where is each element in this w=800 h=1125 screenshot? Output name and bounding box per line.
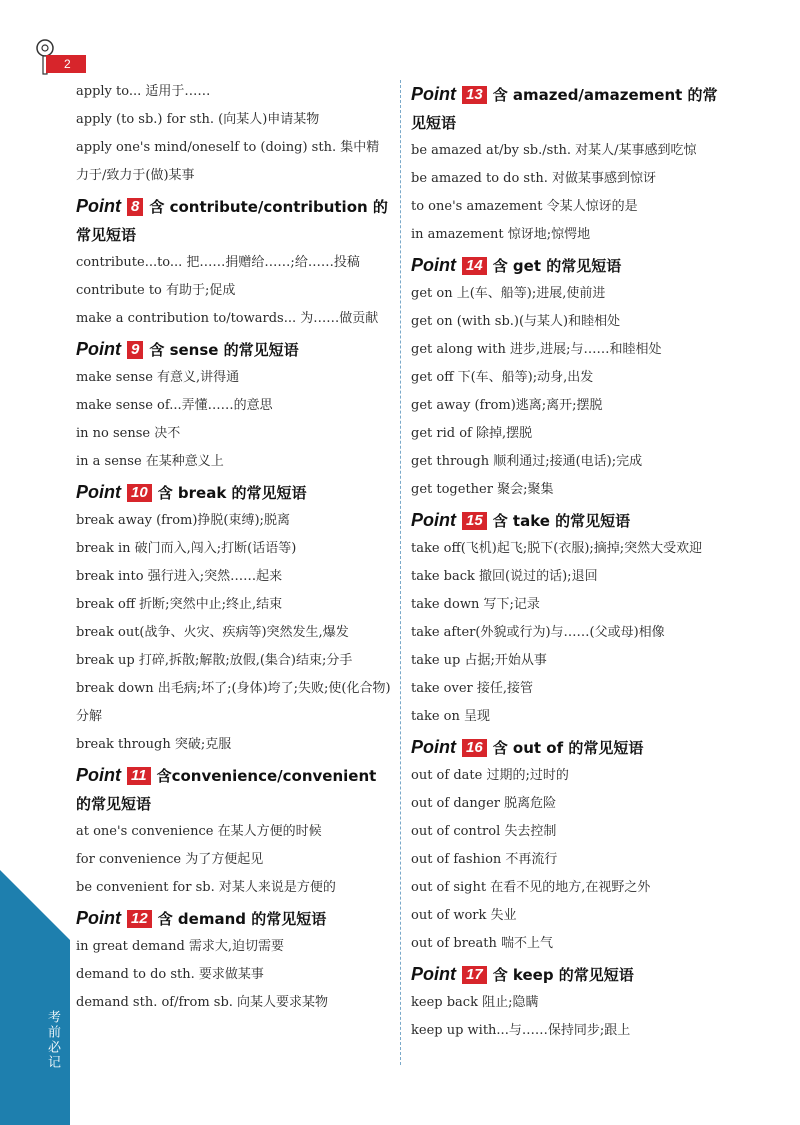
phrase-line: get rid of 除掉,摆脱 — [411, 426, 533, 441]
phrase-line: make sense 有意义,讲得通 — [76, 370, 240, 385]
point-title: 含convenience/convenient 的常见短语 — [76, 767, 377, 813]
phrase-line: contribute to 有助于;促成 — [76, 283, 236, 298]
point-number: 17 — [462, 966, 487, 984]
point-number: 8 — [127, 198, 143, 216]
point-number: 15 — [462, 512, 487, 530]
phrase-line: take up 占据;开始从事 — [411, 653, 547, 668]
phrase-line: make sense of...弄懂……的意思 — [76, 398, 273, 413]
phrase-line: be amazed to do sth. 对做某事感到惊讶 — [411, 171, 656, 186]
point-heading — [76, 761, 392, 818]
phrase-line: for convenience 为了方便起见 — [76, 852, 264, 867]
left-column — [76, 78, 392, 1017]
phrase-line: in amazement 惊讶地;惊愕地 — [411, 227, 591, 242]
point-word: Point — [76, 765, 121, 785]
phrase-line: out of fashion 不再流行 — [411, 852, 558, 867]
phrase-line: get together 聚会;聚集 — [411, 482, 554, 497]
point-word: Point — [411, 510, 456, 530]
point-heading — [76, 192, 392, 249]
point-number: 10 — [127, 484, 152, 502]
point-word: Point — [411, 84, 456, 104]
phrase-line: make a contribution to/towards... 为……做贡献 — [76, 311, 379, 326]
phrase-line: out of control 失去控制 — [411, 824, 557, 839]
point-number: 13 — [462, 86, 487, 104]
point-title: 含 contribute/contribution 的常见短语 — [76, 198, 388, 244]
point-number: 14 — [462, 257, 487, 275]
phrase-line: take over 接任,接管 — [411, 681, 534, 696]
point-title: 含 amazed/amazement 的常见短语 — [411, 86, 718, 132]
phrase-line: out of date 过期的;过时的 — [411, 768, 569, 783]
phrase-line: break down 出毛病;坏了;(身体)垮了;失败;使(化合物)分解 — [76, 681, 391, 724]
phrase-line: get along with 进步,进展;与……和睦相处 — [411, 342, 662, 357]
point-title: 含 take 的常见短语 — [492, 512, 631, 530]
point-word: Point — [76, 482, 121, 502]
phrase-line: take after(外貌或行为)与……(父或母)相像 — [411, 625, 665, 640]
phrase-line: be amazed at/by sb./sth. 对某人/某事感到吃惊 — [411, 143, 697, 158]
point-heading — [411, 506, 727, 535]
corner-triangle — [0, 870, 70, 940]
phrase-line: demand sth. of/from sb. 向某人要求某物 — [76, 995, 329, 1010]
point-heading — [411, 80, 727, 137]
phrase-line: in no sense 决不 — [76, 426, 181, 441]
point-title: 含 out of 的常见短语 — [492, 739, 644, 757]
phrase-line: take on 呈现 — [411, 709, 491, 724]
phrase-line: get off 下(车、船等);动身,出发 — [411, 370, 594, 385]
phrase-line: get away (from)逃离;离开;摆脱 — [411, 398, 603, 413]
point-heading — [76, 335, 392, 364]
phrase-line: apply one's mind/oneself to (doing) sth. 集中精力于/致力于(做)某事 — [76, 140, 380, 183]
phrase-line: break away (from)挣脱(束缚);脱离 — [76, 513, 290, 528]
phrase-line: contribute...to... 把……捐赠给……;给……投稿 — [76, 255, 360, 270]
phrase-line: break in 破门而入,闯入;打断(话语等) — [76, 541, 297, 556]
phrase-line: in a sense 在某种意义上 — [76, 454, 224, 469]
phrase-line: break through 突破;克服 — [76, 737, 232, 752]
point-number: 12 — [127, 910, 152, 928]
phrase-line: break into 强行进入;突然……起来 — [76, 569, 283, 584]
point-heading — [76, 478, 392, 507]
phrase-line: to one's amazement 令某人惊讶的是 — [411, 199, 638, 214]
phrase-line: take off(飞机)起飞;脱下(衣服);摘掉;突然大受欢迎 — [411, 541, 703, 556]
phrase-line: apply (to sb.) for sth. (向某人)申请某物 — [76, 112, 320, 127]
point-heading — [411, 251, 727, 280]
point-word: Point — [411, 255, 456, 275]
point-word: Point — [76, 908, 121, 928]
phrase-line: get on (with sb.)(与某人)和睦相处 — [411, 314, 621, 329]
phrase-line: apply to... 适用于…… — [76, 84, 211, 99]
point-heading — [411, 733, 727, 762]
phrase-line: out of breath 喘不上气 — [411, 936, 554, 951]
point-number: 11 — [127, 767, 151, 785]
point-number: 16 — [462, 739, 487, 757]
phrase-line: get on 上(车、船等);进展,使前进 — [411, 286, 606, 301]
point-title: 含 keep 的常见短语 — [492, 966, 634, 984]
phrase-line: keep up with...与……保持同步;跟上 — [411, 1023, 631, 1038]
phrase-line: be convenient for sb. 对某人来说是方便的 — [76, 880, 336, 895]
page-number: 2 — [46, 55, 86, 73]
phrase-line: break up 打碎,拆散;解散;放假,(集合)结束;分手 — [76, 653, 353, 668]
phrase-line: at one's convenience 在某人方便的时候 — [76, 824, 322, 839]
phrase-line: out of danger 脱离危险 — [411, 796, 557, 811]
phrase-line: out of work 失业 — [411, 908, 517, 923]
point-word: Point — [76, 339, 121, 359]
phrase-line: break off 折断;突然中止;终止,结束 — [76, 597, 283, 612]
point-title: 含 sense 的常见短语 — [149, 341, 299, 359]
point-title: 含 get 的常见短语 — [492, 257, 622, 275]
point-number: 9 — [127, 341, 143, 359]
point-word: Point — [76, 196, 121, 216]
phrase-line: keep back 阻止;隐瞒 — [411, 995, 539, 1010]
point-word: Point — [411, 964, 456, 984]
point-word: Point — [411, 737, 456, 757]
phrase-line: out of sight 在看不见的地方,在视野之外 — [411, 880, 651, 895]
phrase-line: demand to do sth. 要求做某事 — [76, 967, 264, 982]
point-title: 含 demand 的常见短语 — [157, 910, 327, 928]
phrase-line: break out(战争、火灾、疾病等)突然发生,爆发 — [76, 625, 349, 640]
side-label: 考前必记 — [45, 1010, 60, 1070]
right-column — [411, 78, 727, 1045]
phrase-line: take back 撤回(说过的话);退回 — [411, 569, 598, 584]
phrase-line: get through 顺利通过;接通(电话);完成 — [411, 454, 643, 469]
phrase-line: take down 写下;记录 — [411, 597, 540, 612]
point-heading — [76, 904, 392, 933]
point-heading — [411, 960, 727, 989]
column-divider — [400, 80, 401, 1065]
phrase-line: in great demand 需求大,迫切需要 — [76, 939, 285, 954]
point-title: 含 break 的常见短语 — [157, 484, 307, 502]
